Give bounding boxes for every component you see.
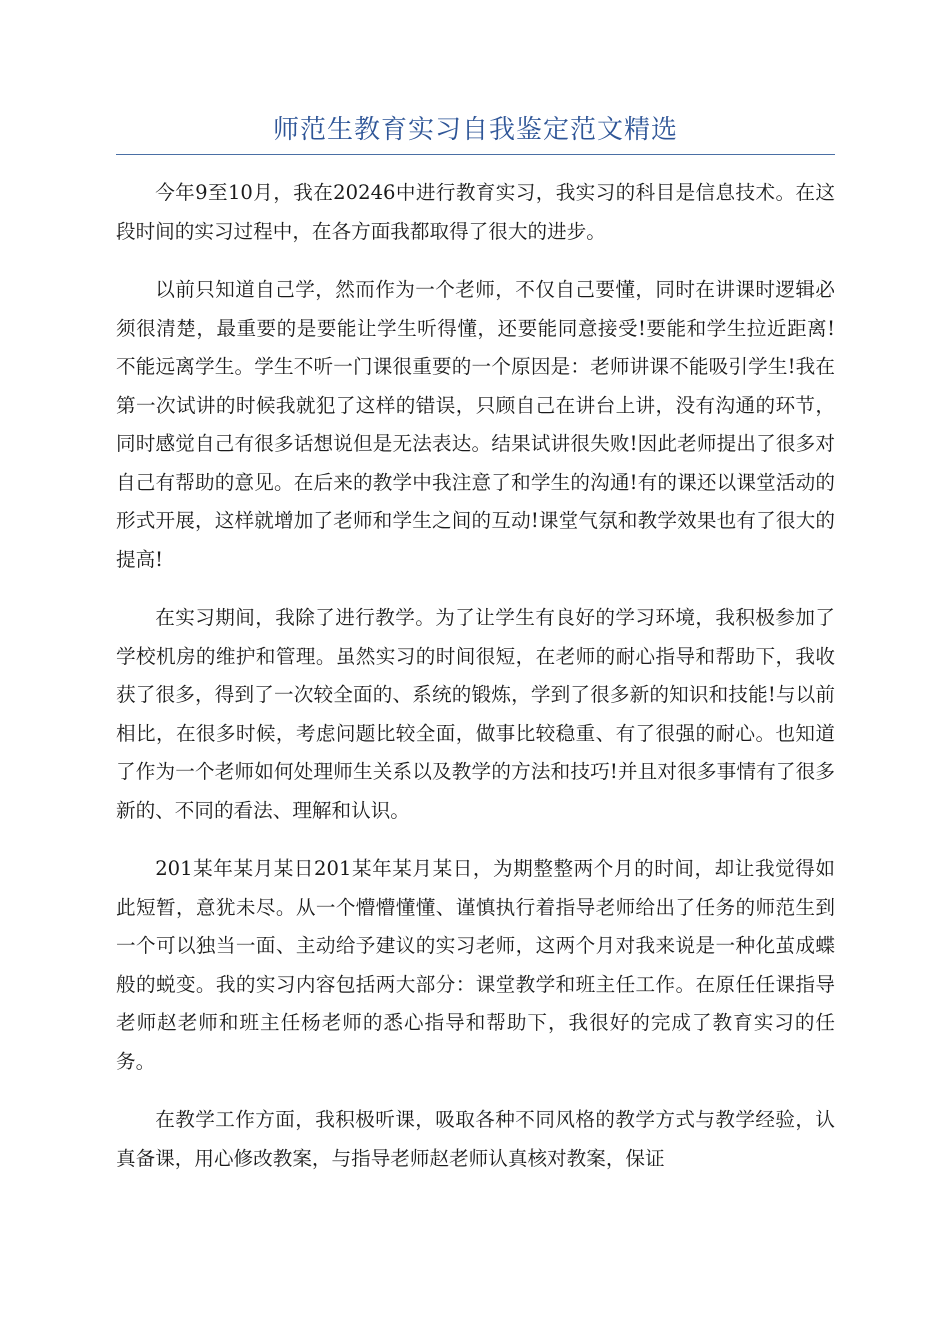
paragraph: 今年9至10月，我在20246中进行教育实习，我实习的科目是信息技术。在这段时间的实习过程中，在各方面我都取得了很大的进步。 — [116, 181, 835, 243]
document-title: 师范生教育实习自我鉴定范文精选 — [272, 115, 678, 145]
paragraph: 以前只知道自己学，然而作为一个老师，不仅自己要懂，同时在讲课时逻辑必须很清楚，最重要的是要能让学生听得懂，还要能同意接受!要能和学生拉近距离!不能远离学生。学生不听一门课很重要的一个原因是：老师讲课不能吸引学生!我在第一次试讲的时候我就犯了这样的错误，只顾自己在讲台上讲，没有沟通的环节，同时感觉自己有很多话想说但是无法表达。结果试讲很失败!因此老师提出了很多对自己有帮助的意见。在后来的教学中我注意了和学生的沟通!有的课还以课堂活动的形式开展，这样就增加了老师和学生之间的互动!课堂气氛和教学效果也有了很大的提高! — [116, 278, 835, 571]
title-block — [116, 112, 835, 155]
paragraph: 在教学工作方面，我积极听课，吸取各种不同风格的教学方式与教学经验，认真备课，用心修改教案，与指导老师赵老师认真核对教案，保证 — [116, 1108, 835, 1170]
document-body — [116, 174, 835, 1198]
paragraph: 201某年某月某日201某年某月某日，为期整整两个月的时间，却让我觉得如此短暂，意犹未尽。从一个懵懵懂懂、谨慎执行着指导老师给出了任务的师范生到一个可以独当一面、主动给予建议的实习老师，这两个月对我来说是一种化茧成蝶般的蜕变。我的实习内容包括两大部分：课堂教学和班主任工作。在原任任课指导老师赵老师和班主任杨老师的悉心指导和帮助下，我很好的完成了教育实习的任务。 — [116, 857, 835, 1073]
paragraph: 在实习期间，我除了进行教学。为了让学生有良好的学习环境，我积极参加了学校机房的维护和管理。虽然实习的时间很短，在老师的耐心指导和帮助下，我收获了很多，得到了一次较全面的、系统的锻炼，学到了很多新的知识和技能!与以前相比，在很多时候，考虑问题比较全面，做事比较稳重、有了很强的耐心。也知道了作为一个老师如何处理师生关系以及教学的方法和技巧!并且对很多事情有了很多新的、不同的看法、理解和认识。 — [116, 606, 835, 822]
